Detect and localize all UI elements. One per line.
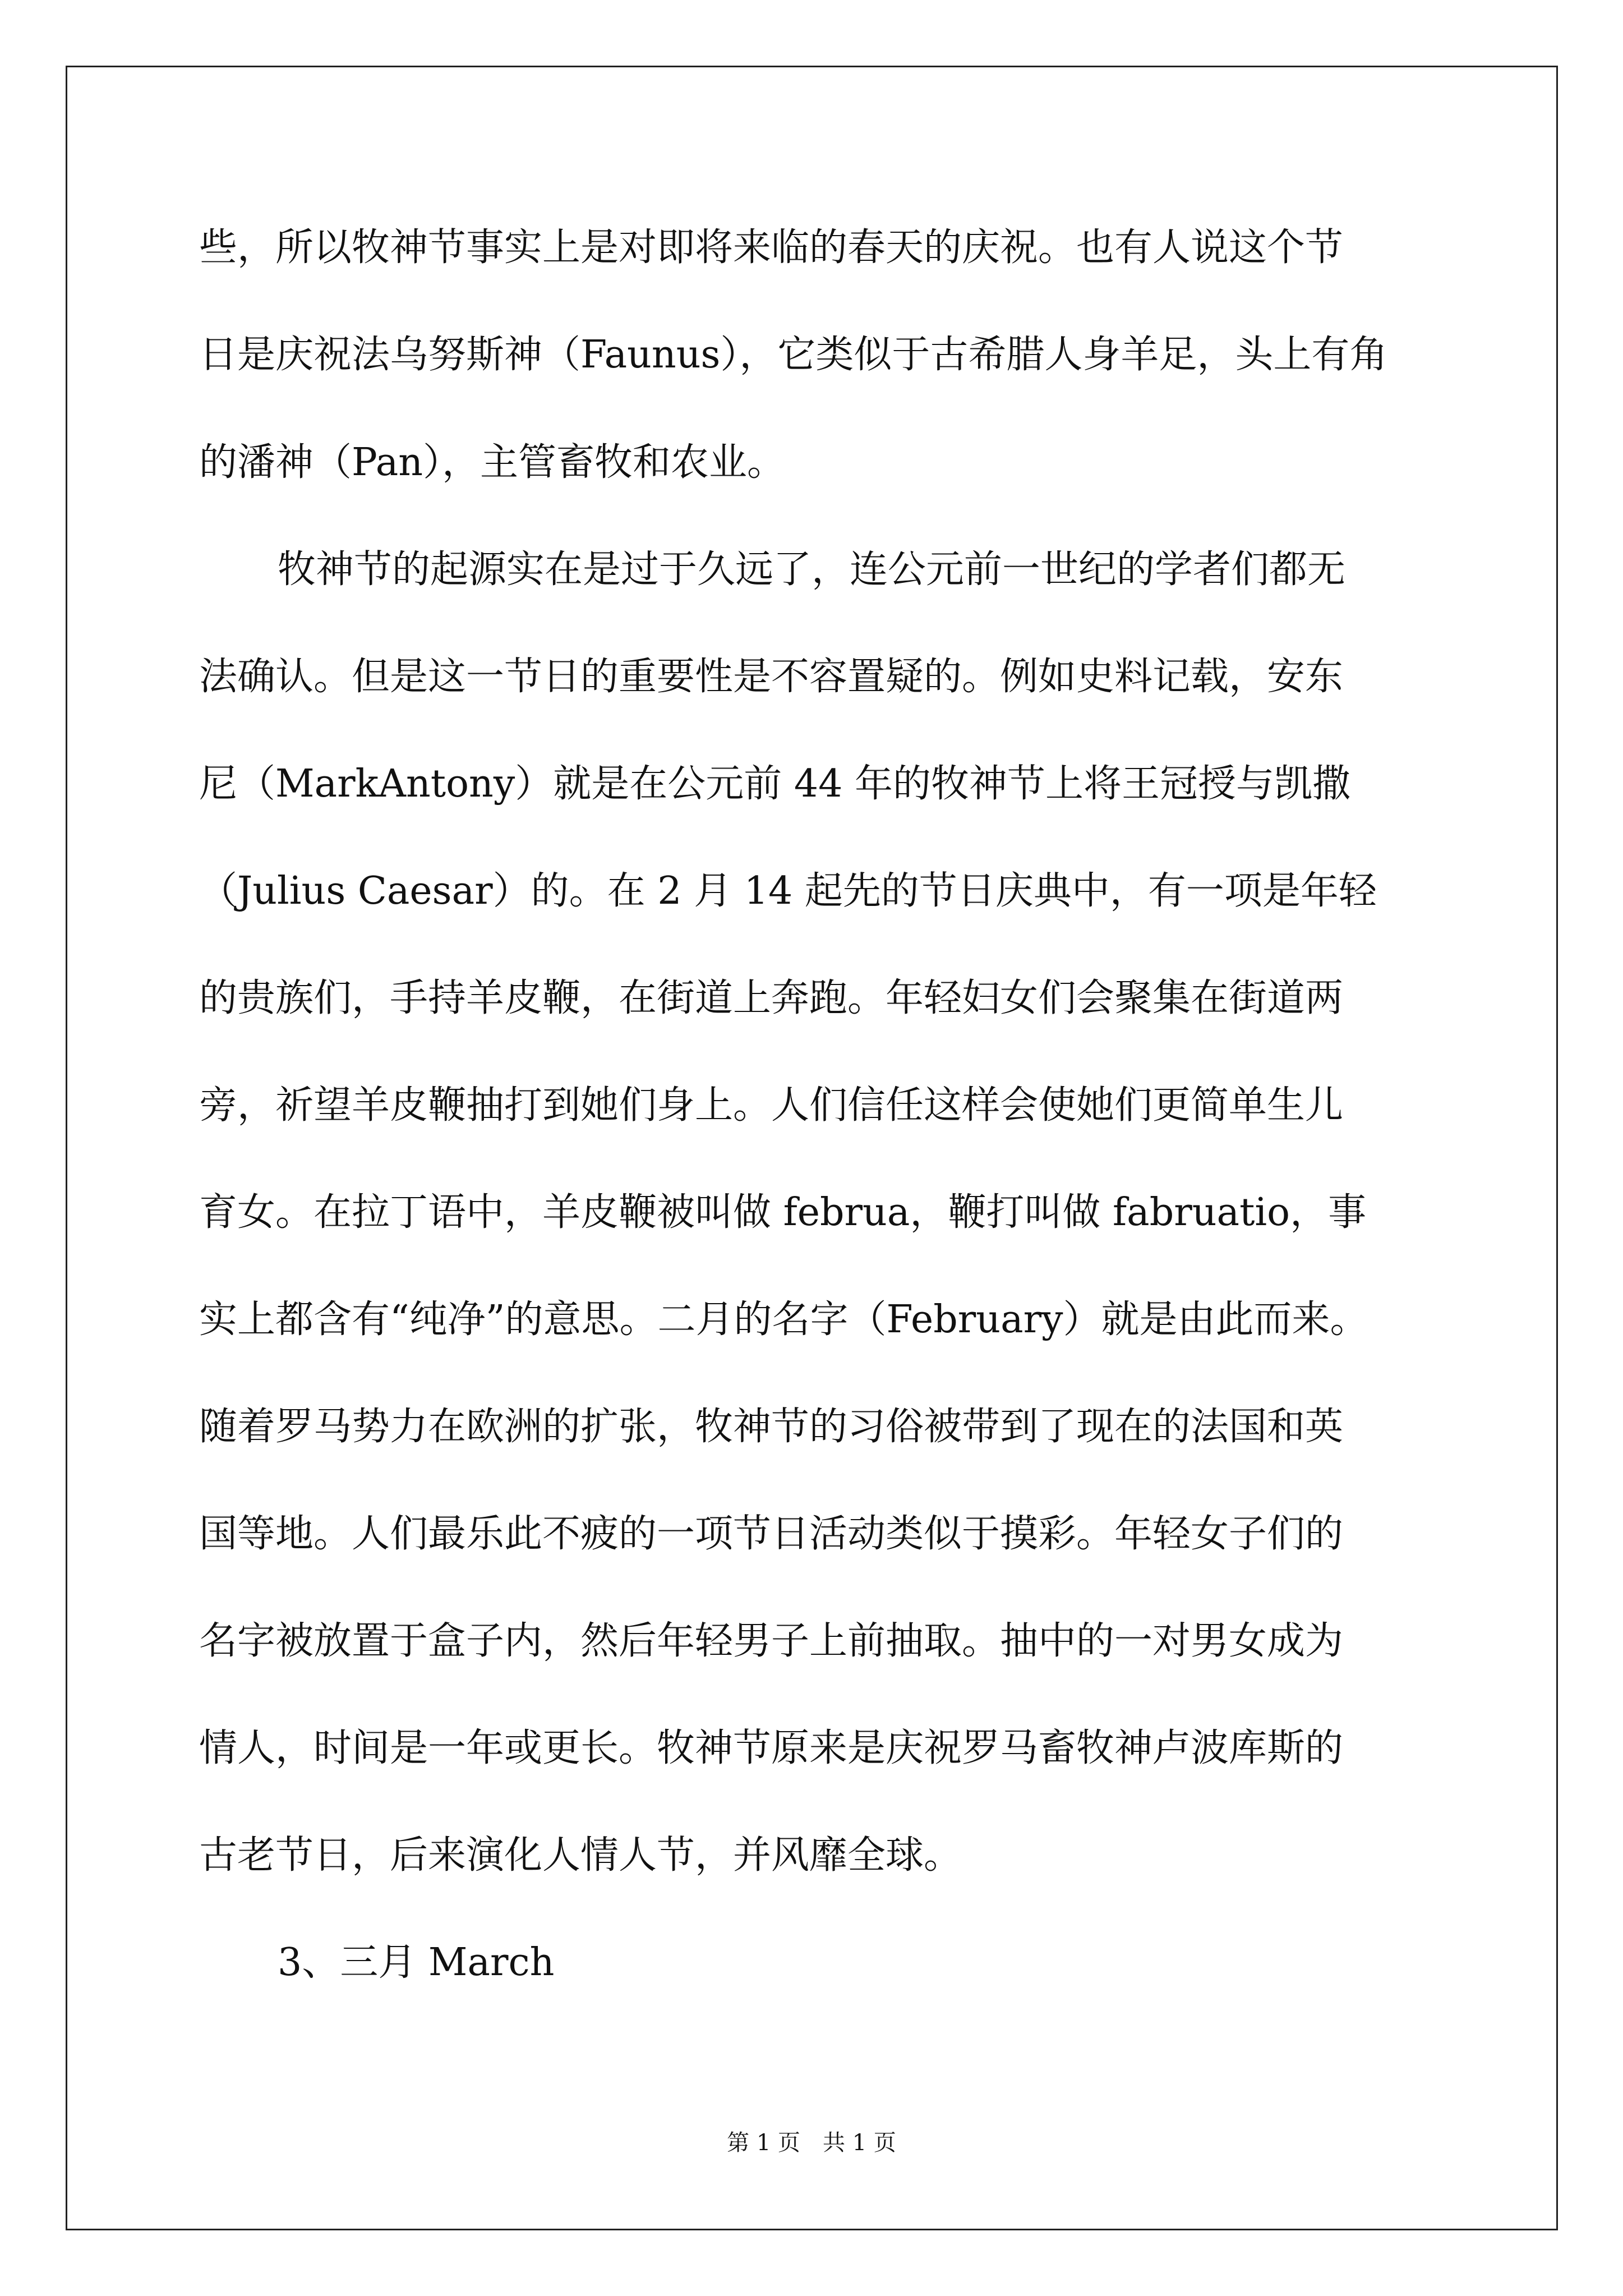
text-line: 名字被放置于盒子内，然后年轻男子上前抽取。抽中的一对男女成为: [199, 1619, 1344, 1663]
text-line: 尼（MarkAntony）就是在公元前 44 年的牧神节上将王冠授与凯撒: [199, 762, 1351, 806]
section-heading: 3、三月 March: [278, 1940, 555, 1985]
page-number-footer: 第 1 页 共 1 页: [727, 2130, 896, 2156]
text-line: 法确认。但是这一节日的重要性是不容置疑的。例如史料记载，安东: [199, 655, 1344, 699]
text-line: 旁，祈望羊皮鞭抽打到她们身上。人们信任这样会使她们更简单生儿: [199, 1083, 1344, 1128]
text-line: 实上都含有“纯净”的意思。二月的名字（February）就是由此而来。: [199, 1297, 1368, 1342]
text-line: 些，所以牧神节事实上是对即将来临的春天的庆祝。也有人说这个节: [199, 226, 1344, 270]
text-line: 国等地。人们最乐此不疲的一项节日活动类似于摸彩。年轻女子们的: [199, 1512, 1344, 1556]
text-line: 育女。在拉丁语中，羊皮鞭被叫做 februa，鞭打叫做 fabruatio，事: [199, 1190, 1367, 1235]
text-line: 的潘神（Pan），主管畜牧和农业。: [199, 440, 786, 485]
text-line: 的贵族们，手持羊皮鞭，在街道上奔跑。年轻妇女们会聚集在街道两: [199, 976, 1344, 1020]
paragraph-first-line: 牧神节的起源实在是过于久远了，连公元前一世纪的学者们都无: [278, 547, 1346, 592]
text-line: 情人，时间是一年或更长。牧神节原来是庆祝罗马畜牧神卢波库斯的: [199, 1726, 1344, 1770]
text-line: 随着罗马势力在欧洲的扩张，牧神节的习俗被带到了现在的法国和英: [199, 1405, 1344, 1449]
text-line: （Julius Caesar）的。在 2 月 14 起先的节日庆典中，有一项是年轻: [199, 869, 1377, 913]
page-border: [66, 66, 1558, 2230]
text-line: 日是庆祝法乌努斯神（Faunus），它类似于古希腊人身羊足，头上有角: [199, 333, 1388, 377]
text-line: 古老节日，后来演化人情人节，并风靡全球。: [199, 1833, 962, 1878]
